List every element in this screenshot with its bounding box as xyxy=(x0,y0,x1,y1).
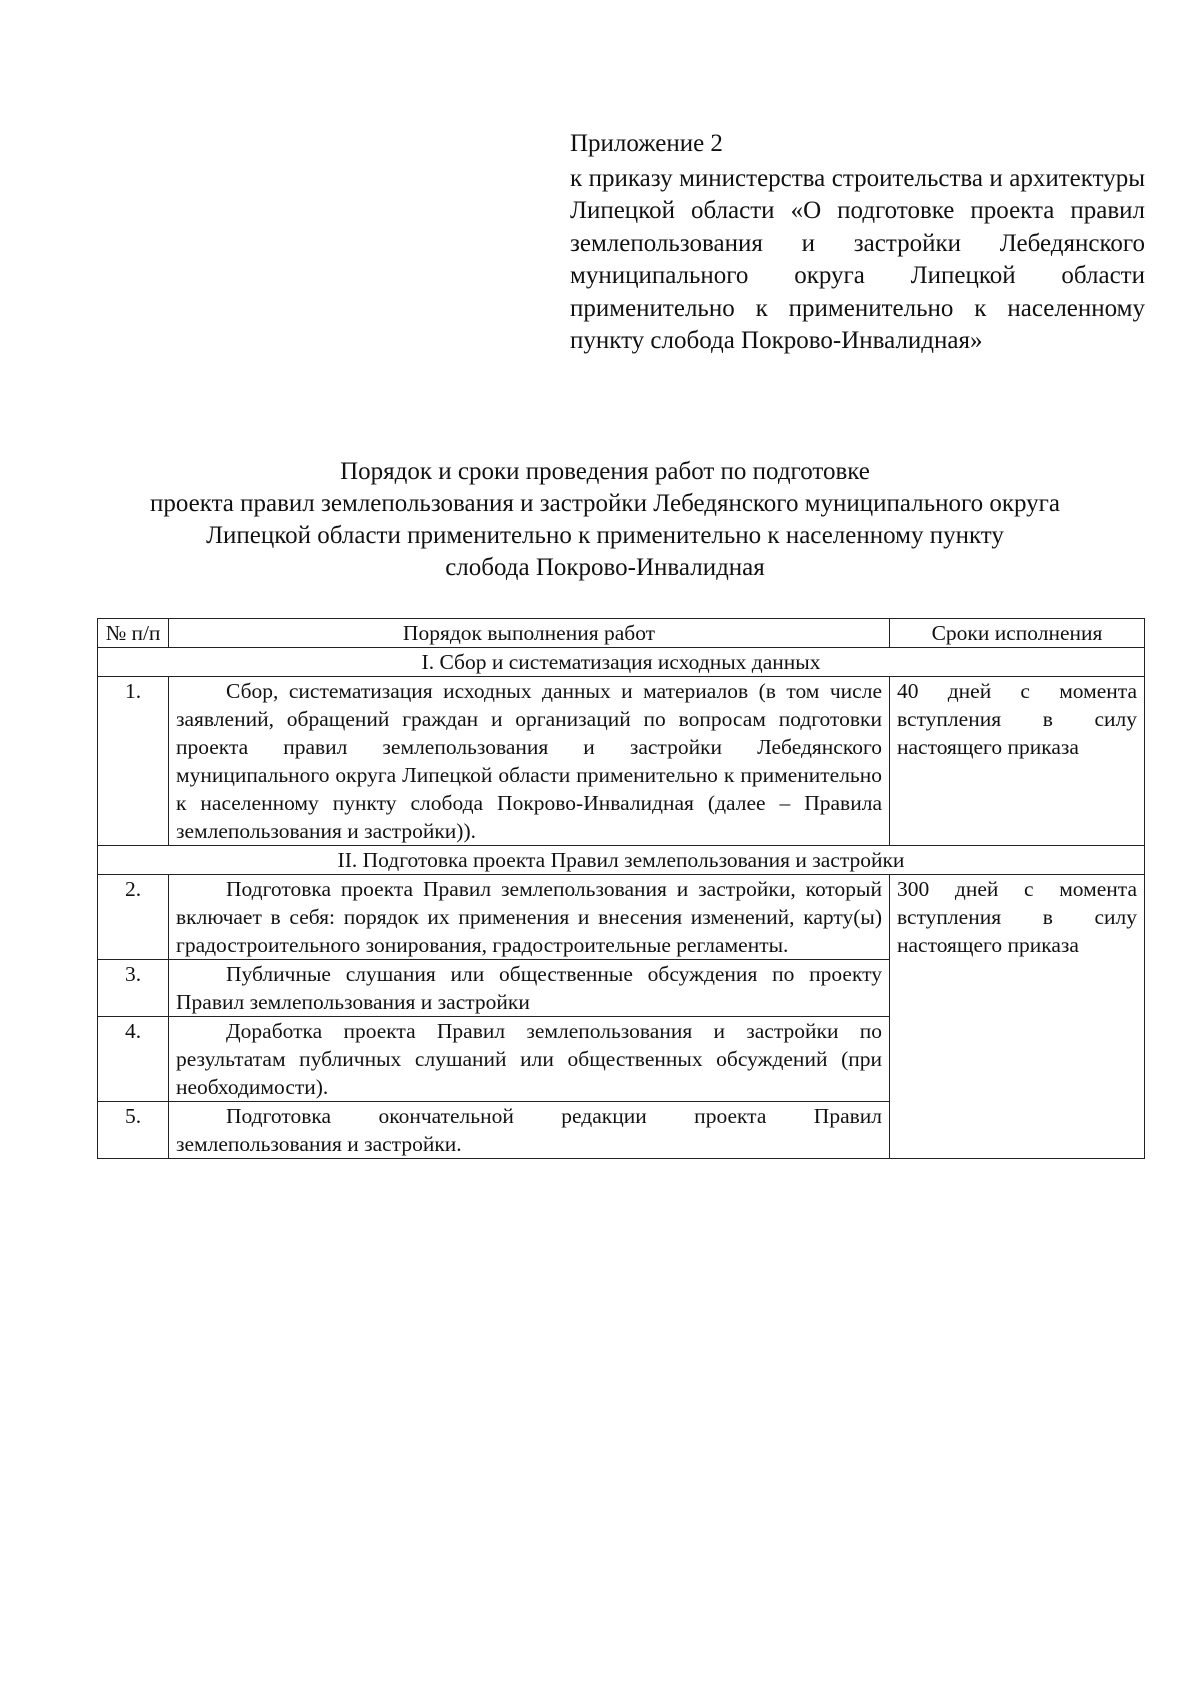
table-row xyxy=(98,677,1145,846)
row-work-text: Сбор, систематизация исходных данных и материалов (в том числе заявлений, обращений граждан и организаций по вопросам подготовки проекта правил землепользования и застройки Лебедянского муниципального округа Липецкой области применительно к применительно к населенному пункту слобода Покрово-Инвалидная (далее – Правила землепользования и застройки)). xyxy=(176,679,882,843)
row-work xyxy=(169,875,890,960)
row-work-text: Подготовка окончательной редакции проекта Правил землепользования и застройки. xyxy=(176,1104,882,1156)
header-term: Сроки исполнения xyxy=(890,619,1145,648)
row-work-text: Доработка проекта Правил землепользования и застройки по результатам публичных слушаний или общественных обсуждений (при необходимости). xyxy=(176,1019,882,1099)
row-number: 2. xyxy=(98,875,169,960)
row-work xyxy=(169,1102,890,1159)
row-work-text: Подготовка проекта Правил землепользования и застройки, который включает в себя: порядок их применения и внесения изменений, карту(ы) градостроительного зонирования, градостроительные регламенты. xyxy=(176,877,882,957)
document-title xyxy=(60,456,1150,584)
row-number: 4. xyxy=(98,1017,169,1102)
appendix-text: к приказу министерства строительства и архитектуры Липецкой области «О подготовке проекта правил землепользования и застройки Лебедянского муниципального округа Липецкой области применительно к применительно к населенному пункту слобода Покрово-Инвалидная» xyxy=(570,164,1145,354)
title-line-1: Порядок и сроки проведения работ по подготовке xyxy=(340,458,870,485)
header-work: Порядок выполнения работ xyxy=(169,619,890,648)
title-line-3: Липецкой области применительно к применительно к населенному пункту xyxy=(206,522,1004,549)
works-table xyxy=(97,618,1145,1159)
row-term: 40 дней с момента вступления в силу настоящего приказа xyxy=(890,677,1145,846)
row-work xyxy=(169,1017,890,1102)
row-work xyxy=(169,960,890,1017)
section-2-term: 300 дней с момента вступления в силу настоящего приказа xyxy=(890,875,1145,1159)
row-number: 1. xyxy=(98,677,169,846)
appendix-label: Приложение 2 xyxy=(570,130,723,157)
table-header-row xyxy=(98,619,1145,648)
section-row xyxy=(98,846,1145,875)
appendix-block xyxy=(570,128,1145,358)
section-2-title: II. Подготовка проекта Правил землепользования и застройки xyxy=(98,846,1145,875)
title-line-4: слобода Покрово-Инвалидная xyxy=(445,554,765,581)
section-row xyxy=(98,648,1145,677)
row-number: 3. xyxy=(98,960,169,1017)
section-1-title: I. Сбор и систематизация исходных данных xyxy=(98,648,1145,677)
row-number: 5. xyxy=(98,1102,169,1159)
row-work-text: Публичные слушания или общественные обсуждения по проекту Правил землепользования и застройки xyxy=(176,962,882,1014)
row-work xyxy=(169,677,890,846)
title-line-2: проекта правил землепользования и застройки Лебедянского муниципального округа xyxy=(149,490,1061,517)
table-row xyxy=(98,875,1145,960)
header-num: № п/п xyxy=(98,619,169,648)
